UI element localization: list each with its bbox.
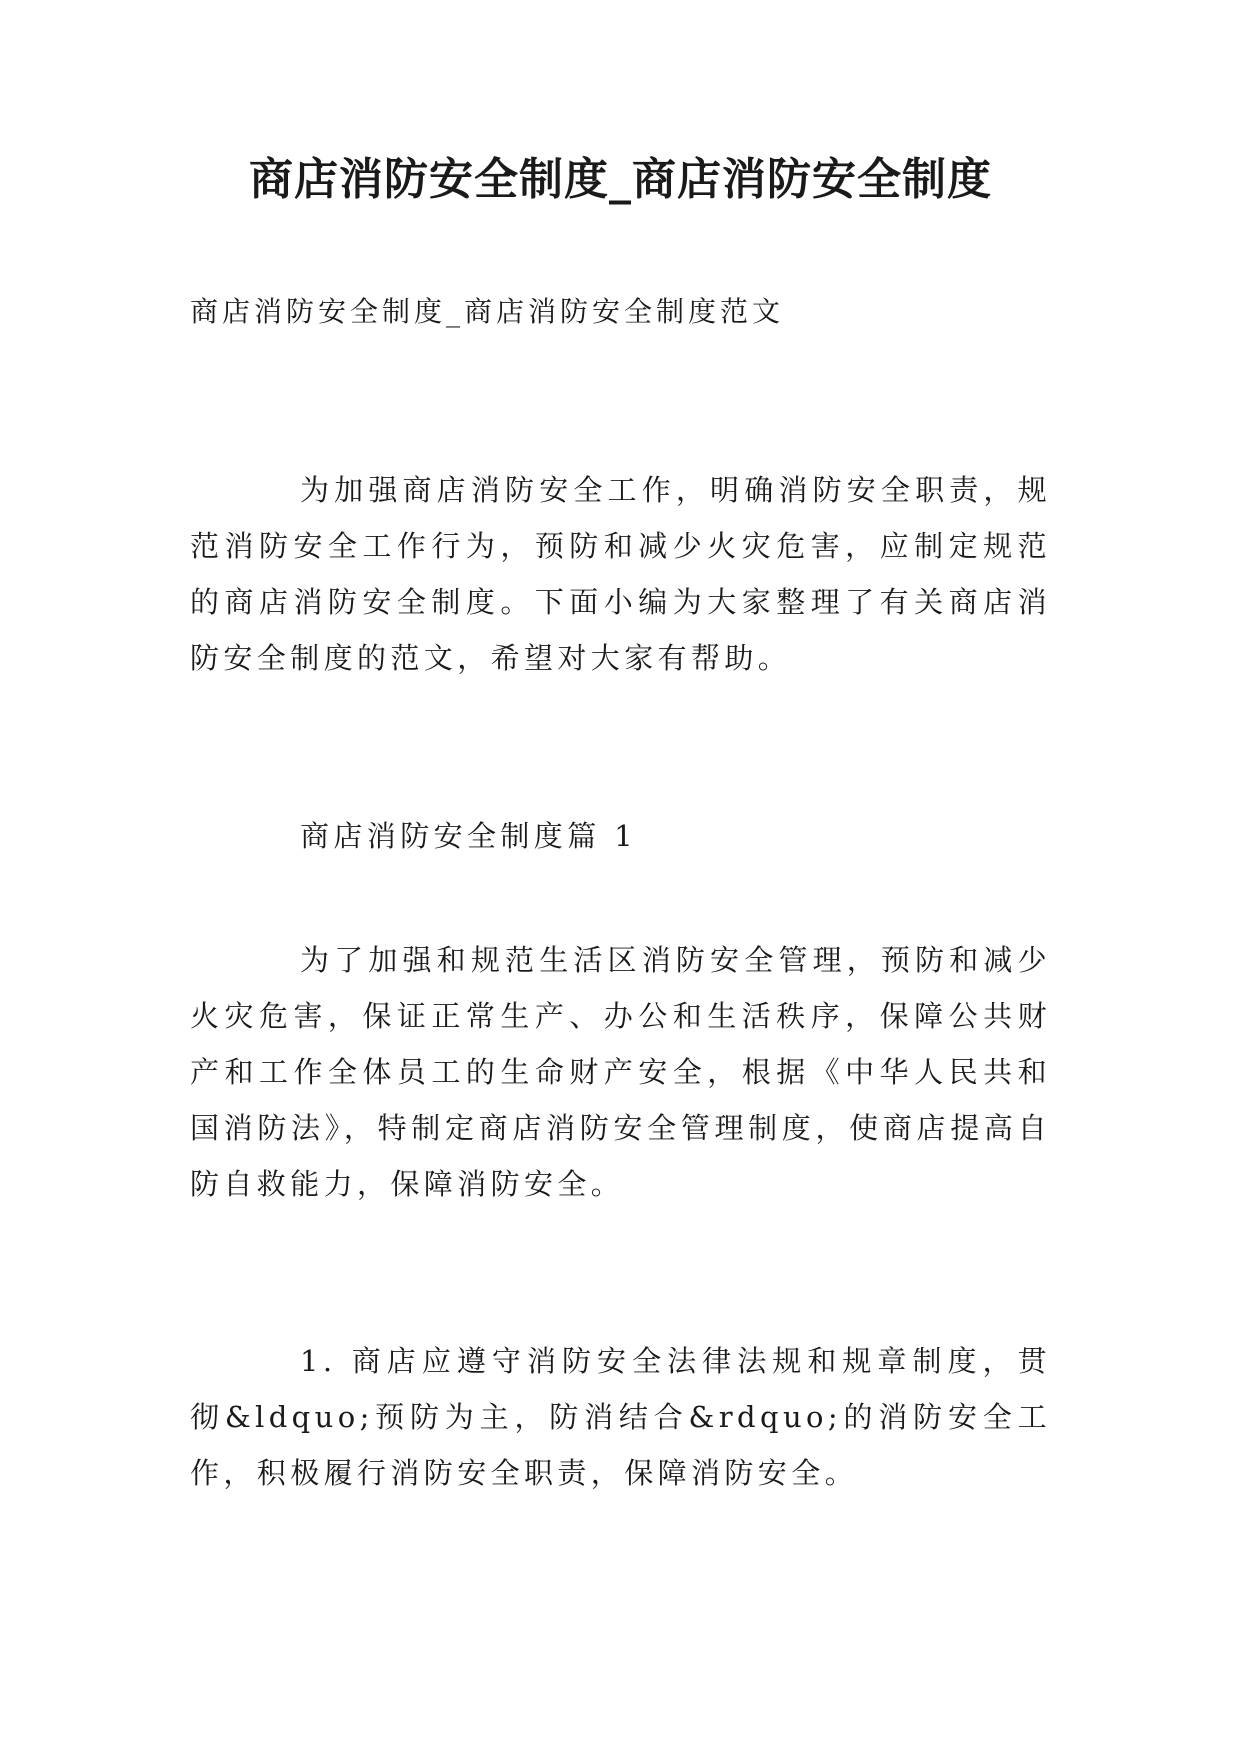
list-item-1: 1. 商店应遵守消防安全法律法规和规章制度，贯彻&ldquo;预防为主，防消结合&rdquo;的消防安全工作，积极履行消防安全职责，保障消防安全。 (190, 1344, 1051, 1490)
section-heading: 商店消防安全制度篇 1 (300, 819, 638, 853)
body-paragraph: 为了加强和规范生活区消防安全管理，预防和减少火灾危害，保证正常生产、办公和生活秩序，保障公共财产和工作全体员工的生命财产安全，根据《中华人民共和国消防法》，特制定商店消防安全管理制度，使商店提高自防自救能力，保障消防安全。 (190, 943, 1051, 1201)
document-title: 商店消防安全制度_商店消防安全制度 (249, 154, 992, 205)
intro-paragraph: 为加强商店消防安全工作，明确消防安全职责，规范消防安全工作行为，预防和减少火灾危害，应制定规范的商店消防安全制度。下面小编为大家整理了有关商店消防安全制度的范文，希望对大家有帮助。 (190, 473, 1051, 675)
document-subtitle: 商店消防安全制度_商店消防安全制度范文 (190, 295, 785, 328)
